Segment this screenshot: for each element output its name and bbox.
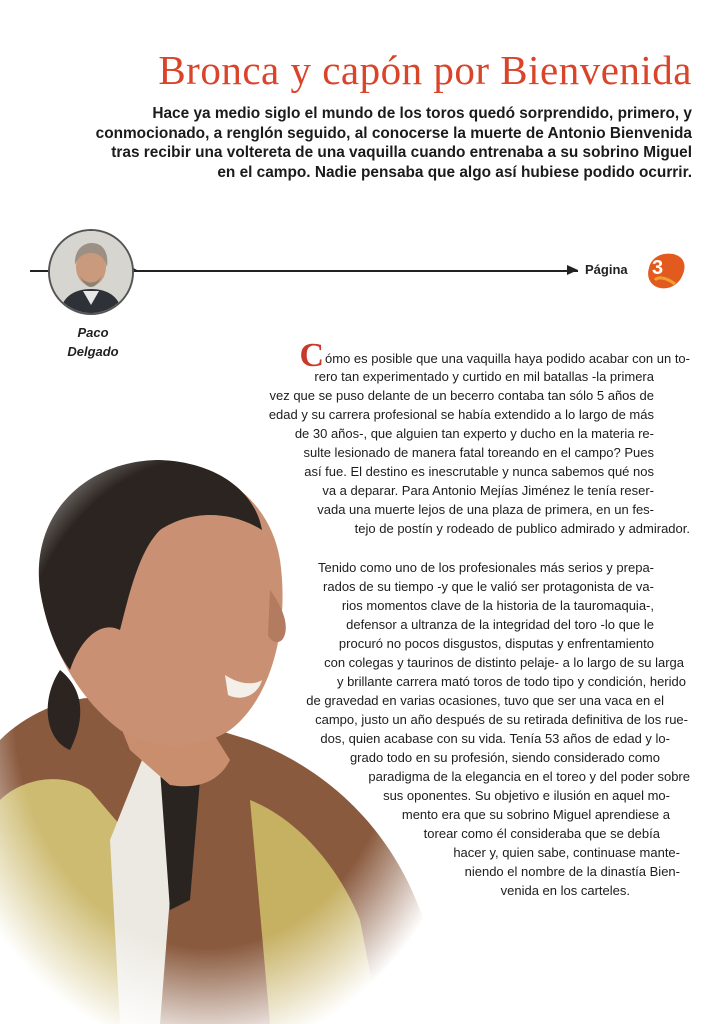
body-line: campo, justo un año después de su retirada definitiva de los rue- bbox=[315, 712, 688, 727]
body-line: mento era que su sobrino Miguel aprendiese a bbox=[401, 807, 670, 822]
body-line: vez que se puso delante de un becerro contaba tan sólo 5 años de bbox=[269, 388, 654, 403]
author-photo bbox=[50, 231, 132, 313]
body-line: hacer y, quien sabe, continuase mante- bbox=[453, 845, 680, 860]
body-line: con colegas y taurinos de distinto pelaje- a lo largo de su larga bbox=[324, 655, 684, 670]
article-title: Bronca y capón por Bienvenida bbox=[158, 47, 692, 93]
body-line: así fue. El destino es inescrutable y nunca sabemos qué nos bbox=[304, 464, 654, 479]
body-line-text: ómo es posible que una vaquilla haya podido acabar con un to- bbox=[325, 351, 690, 366]
body-line: venida en los carteles. bbox=[500, 883, 630, 898]
drop-cap: C bbox=[299, 337, 325, 374]
author-last-name: Delgado bbox=[67, 344, 119, 359]
body-line: Tenido como uno de los profesionales más serios y prepa- bbox=[317, 560, 654, 575]
body-line: torear como él consideraba que se debía bbox=[423, 826, 660, 841]
body-line: grado todo en su profesión, siendo considerado como bbox=[349, 750, 660, 765]
body-line: sus oponentes. Su objetivo e ilusión en aquel mo- bbox=[383, 788, 670, 803]
body-line: rados de su tiempo -y que le valió ser protagonista de va- bbox=[323, 579, 654, 594]
body-line: paradigma de la elegancia en el toreo y del poder sobre bbox=[368, 769, 690, 784]
body-line: vada una muerte lejos de una plaza de primera, en un fes- bbox=[317, 502, 654, 517]
body-line: tejo de postín y rodeado de publico admirado y admirador. bbox=[354, 521, 690, 536]
lede-line: tras recibir una voltereta de una vaquilla cuando entrenaba a su sobrino Miguel bbox=[111, 144, 692, 161]
page-number: 3 bbox=[652, 257, 664, 279]
body-line: rero tan experimentado y curtido en mil batallas -la primera bbox=[314, 369, 654, 384]
body-line: y brillante carrera mató toros de todo tipo y condición, herido bbox=[336, 674, 686, 689]
body-line: rios momentos clave de la historia de la tauromaquia-, bbox=[341, 598, 654, 613]
body-line: dos, quien acabase con su vida. Tenía 53 años de edad y lo- bbox=[320, 731, 670, 746]
body-line: procuró no pocos disgustos, disputas y enfrentamiento bbox=[338, 636, 654, 651]
arrow-right-icon bbox=[567, 265, 578, 275]
body-line: edad y su carrera profesional se había extendido a lo largo de más bbox=[268, 407, 654, 422]
author-first-name: Paco bbox=[77, 325, 109, 340]
lede-line: conmocionado, a renglón seguido, al conocerse la muerte de Antonio Bienvenida bbox=[95, 124, 692, 142]
lede-line: Hace ya medio siglo el mundo de los toros quedó sorprendido, primero, y bbox=[152, 105, 692, 122]
author-avatar bbox=[48, 229, 134, 315]
body-line: niendo el nombre de la dinastía Bien- bbox=[464, 864, 680, 879]
author-name bbox=[52, 323, 134, 361]
body-line: sulte lesionado de manera fatal toreando en el campo? Pues bbox=[303, 445, 654, 460]
page-label: Página bbox=[585, 262, 628, 277]
body-line: va a deparar. Para Antonio Mejías Jiménez le tenía reser- bbox=[322, 483, 654, 498]
body-line: defensor a ultranza de la integridad del toro -lo que le bbox=[346, 617, 654, 632]
body-line: de gravedad en varias ocasiones, tuvo que ser una vaca en el bbox=[306, 693, 664, 708]
article-lede bbox=[24, 104, 692, 182]
body-line bbox=[299, 337, 690, 374]
body-line: de 30 años-, que alguien tan experto y ducho en la materia re- bbox=[294, 426, 654, 441]
lede-line: en el campo. Nadie pensaba que algo así hubiese podido ocurrir. bbox=[217, 163, 692, 181]
